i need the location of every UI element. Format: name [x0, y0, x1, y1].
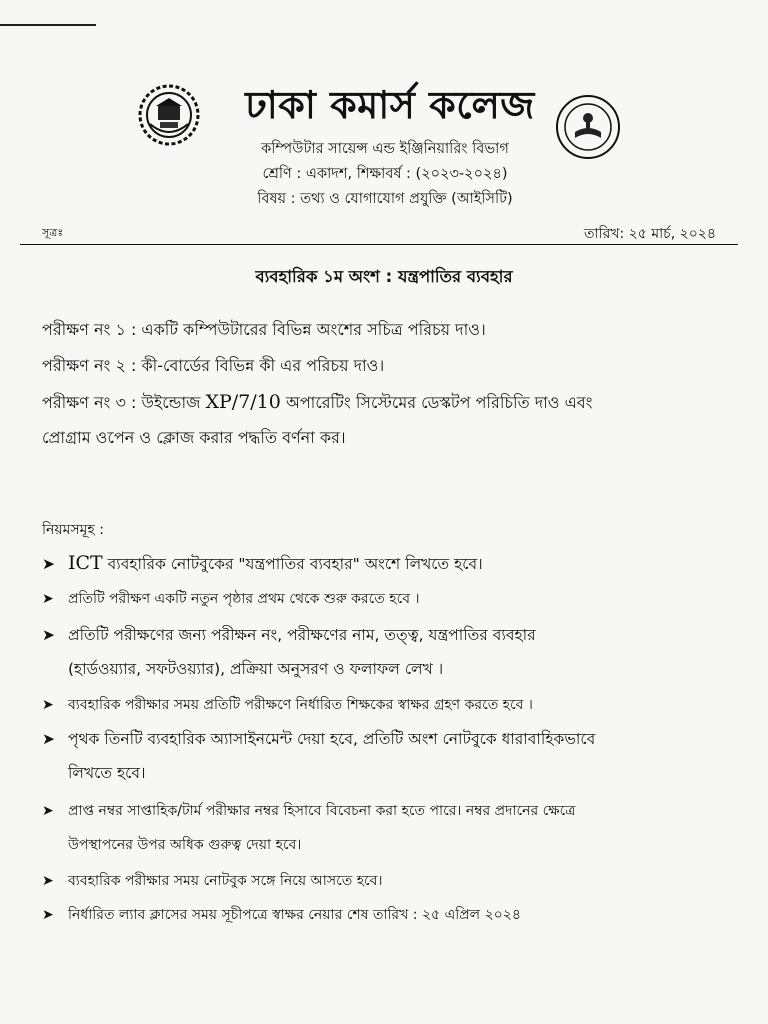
department-name: কম্পিউটার সায়েন্স এন্ড ইঞ্জিনিয়ারিং বিভাগ	[261, 141, 509, 157]
rule-4-text: ব্যবহারিক পরীক্ষার সময় প্রতিটি পরীক্ষণে নির্ধারিত শিক্ষকের স্বাক্ষর গ্রহণ করতে হবে ।	[68, 697, 533, 713]
arrow-bullet-icon: ➤	[42, 803, 54, 819]
rule-7-text: ব্যবহারিক পরীক্ষার সময় নোটবুক সঙ্গে নিয়ে আসতে হবে।	[68, 873, 383, 889]
arrow-bullet-icon: ➤	[42, 697, 54, 713]
rule-6-continued: উপস্থাপনের উপর অধিক গুরুত্ব দেয়া হবে।	[68, 837, 302, 853]
rule-2-text: প্রতিটি পরীক্ষণ একটি নতুন পৃষ্ঠার প্রথম থেকে শুরু করতে হবে ।	[68, 591, 420, 607]
rule-3-continued: (হার্ডওয়্যার, সফটওয়্যার), প্রক্রিয়া অনুসরণ ও ফলাফল লেখ ।	[68, 660, 444, 678]
experiment-3-text: অপারেটিং সিস্টেমের ডেস্কটপ পরিচিতি দাও এবং	[280, 393, 593, 412]
arrow-bullet-icon: ➤	[42, 907, 54, 923]
section-title: ব্যবহারিক ১ম অংশ : যন্ত্রপাতির ব্যবহার	[255, 267, 513, 286]
scan-edge-line	[0, 24, 96, 26]
arrow-bullet-icon: ➤	[42, 730, 55, 748]
experiment-3	[42, 384, 742, 421]
rule-8-text: নির্ধারিত ল্যাব ক্লাসের সময় সূচীপত্রে স্বাক্ষর নেয়ার শেষ তারিখ : ২৫ এপ্রিল ২০২৪	[68, 907, 521, 923]
rule-item-1	[42, 546, 742, 581]
arrow-bullet-icon: ➤	[42, 591, 54, 607]
experiment-3-prefix: পরীক্ষণ নং ৩ : উইন্ডোজ	[42, 393, 206, 412]
experiment-3-continued: প্রোগ্রাম ওপেন ও ক্লোজ করার পদ্ধতি বর্ণনা কর।	[42, 428, 346, 447]
experiment-3-os-versions: XP/7/10	[205, 391, 281, 413]
arrow-bullet-icon: ➤	[42, 555, 55, 573]
arrow-bullet-icon: ➤	[42, 873, 54, 889]
reference-label: সূত্রঃ	[42, 226, 64, 239]
header-divider	[20, 244, 738, 245]
rule-item-8	[42, 898, 742, 932]
subject-name: বিষয় : তথ্য ও যোগাযোগ প্রযুক্তি (আইসিটি)	[257, 191, 513, 207]
rule-5-continued: লিখতে হবে।	[68, 764, 146, 782]
date-label: তারিখ: ২৫ মার্চ, ২০২৪	[584, 226, 716, 242]
rule-item-6	[42, 794, 742, 862]
rule-item-5	[42, 722, 742, 790]
rule-5-text: পৃথক তিনটি ব্যবহারিক অ্যাসাইনমেন্ট দেয়া হবে, প্রতিটি অংশ নোটবুকে ধারাবাহিকভাবে	[68, 730, 596, 748]
college-name: ঢাকা কমার্স কলেজ	[245, 83, 535, 127]
rule-1-text: ব্যবহারিক নোটবুকের "যন্ত্রপাতির ব্যবহার" অংশে লিখতে হবে।	[102, 555, 483, 573]
rules-title: নিয়মসমূহ :	[42, 522, 104, 538]
rule-6-text: প্রাপ্ত নম্বর সাপ্তাহিক/টার্ম পরীক্ষার নম্বর হিসাবে বিবেচনা করা হতে পারে। নম্বর প্রদানের ক্ষেত্রে	[68, 803, 576, 819]
rule-1-ict: ICT	[68, 552, 103, 574]
rule-item-3	[42, 618, 742, 686]
rule-item-7	[42, 864, 742, 898]
experiment-1: পরীক্ষণ নং ১ : একটি কম্পিউটারের বিভিন্ন অংশের সচিত্র পরিচয় দাও।	[42, 320, 486, 339]
rule-3-text: প্রতিটি পরীক্ষণের জন্য পরীক্ষন নং, পরীক্ষণের নাম, তত্ত্ব, যন্ত্রপাতির ব্যবহার	[68, 626, 536, 644]
arrow-bullet-icon: ➤	[42, 626, 55, 644]
rule-item-4	[42, 688, 742, 722]
experiment-2: পরীক্ষণ নং ২ : কী-বোর্ডের বিভিন্ন কী এর পরিচয় দাও।	[42, 356, 385, 375]
rule-item-2	[42, 582, 742, 616]
college-emblem-icon	[138, 84, 200, 146]
class-session: শ্রেণি : একাদশ, শিক্ষাবর্ষ : (২০২৩-২০২৪)	[262, 166, 508, 182]
